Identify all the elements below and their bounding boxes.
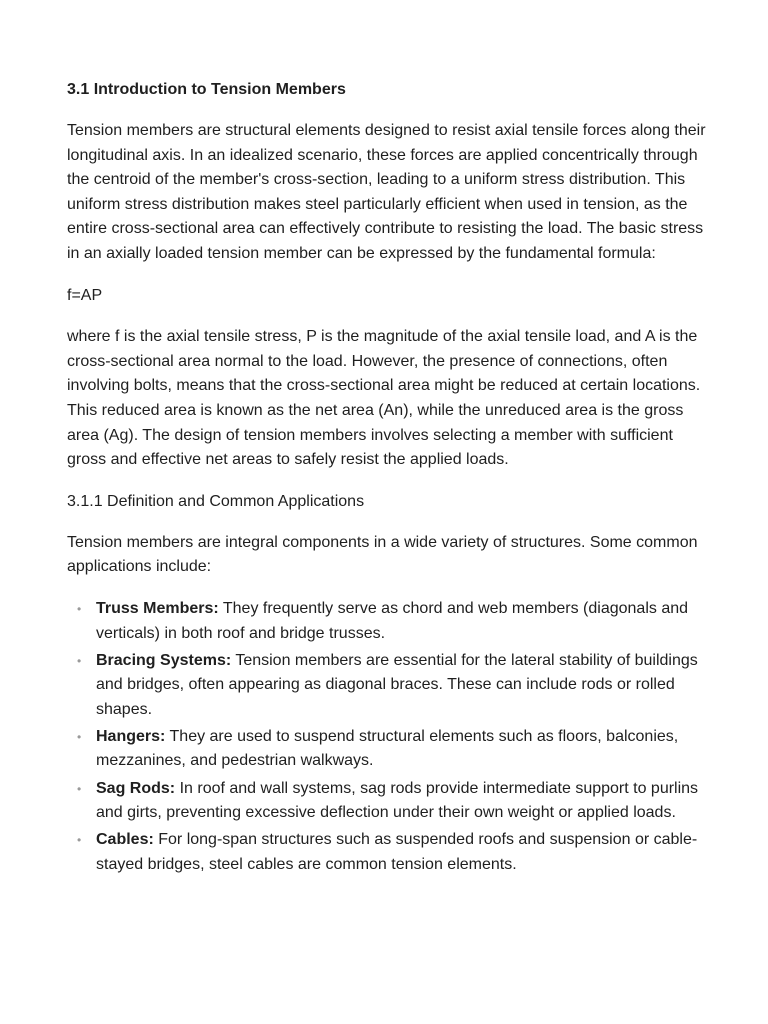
list-item-text: They frequently serve as chord and web members (diagonals and verticals) in both roof and bridge trusses. (96, 599, 689, 642)
list-item-text: In roof and wall systems, sag rods provide intermediate support to purlins and girts, preventing excessive deflection under their own weight or applied loads. (96, 779, 699, 822)
list-item-text: They are used to suspend structural elements such as floors, balconies, mezzanines, and pedestrian walkways. (96, 727, 679, 770)
document-page (67, 78, 707, 880)
bullet-icon: • (77, 729, 82, 744)
subsection-heading: 3.1.1 Definition and Common Applications (67, 492, 365, 510)
list-item-term: Sag Rods: (96, 779, 176, 797)
formula: f=AP (67, 286, 103, 304)
list-item-term: Cables: (96, 831, 154, 849)
applications-list (67, 597, 707, 878)
bullet-icon: • (77, 781, 82, 796)
list-item (67, 725, 707, 774)
list-item-term: Truss Members: (96, 599, 219, 617)
list-item (67, 777, 707, 826)
bullet-icon: • (77, 833, 82, 848)
list-item (67, 649, 707, 723)
list-item (67, 828, 707, 877)
applications-intro: Tension members are integral components in a wide variety of structures. Some common applications include: (67, 533, 698, 576)
list-item-term: Bracing Systems: (96, 651, 232, 669)
bullet-icon: • (77, 601, 82, 616)
explanation-paragraph: where f is the axial tensile stress, P is the magnitude of the axial tensile load, and A is the cross-sectional area normal to the load. However, the presence of connections, often involving bolts, means that the cross-sectional area might be reduced at certain locations. This reduced area is known as the net area (An), while the unreduced area is the gross area (Ag). The design of tension members involves selecting a member with sufficient gross and effective net areas to safely resist the applied loads. (67, 328, 701, 469)
list-item-text: For long-span structures such as suspended roofs and suspension or cable-stayed bridges, steel cables are common tension elements. (96, 831, 698, 873)
intro-paragraph: Tension members are structural elements designed to resist axial tensile forces along their longitudinal axis. In an idealized scenario, these forces are applied concentrically through the centroid of the member's cross-section, leading to a uniform stress distribution. This uniform stress distribution makes steel particularly efficient when used in tension, as the entire cross-sectional area can effectively contribute to resisting the load. The basic stress in an axially loaded tension member can be expressed by the fundamental formula: (67, 122, 706, 262)
list-item-text: Tension members are essential for the lateral stability of buildings and bridges, often appearing as diagonal braces. These can include rods or rolled shapes. (96, 651, 698, 718)
list-item (67, 597, 707, 646)
section-heading: 3.1 Introduction to Tension Members (67, 81, 346, 98)
list-item-term: Hangers: (96, 727, 166, 745)
bullet-icon: • (77, 653, 82, 668)
